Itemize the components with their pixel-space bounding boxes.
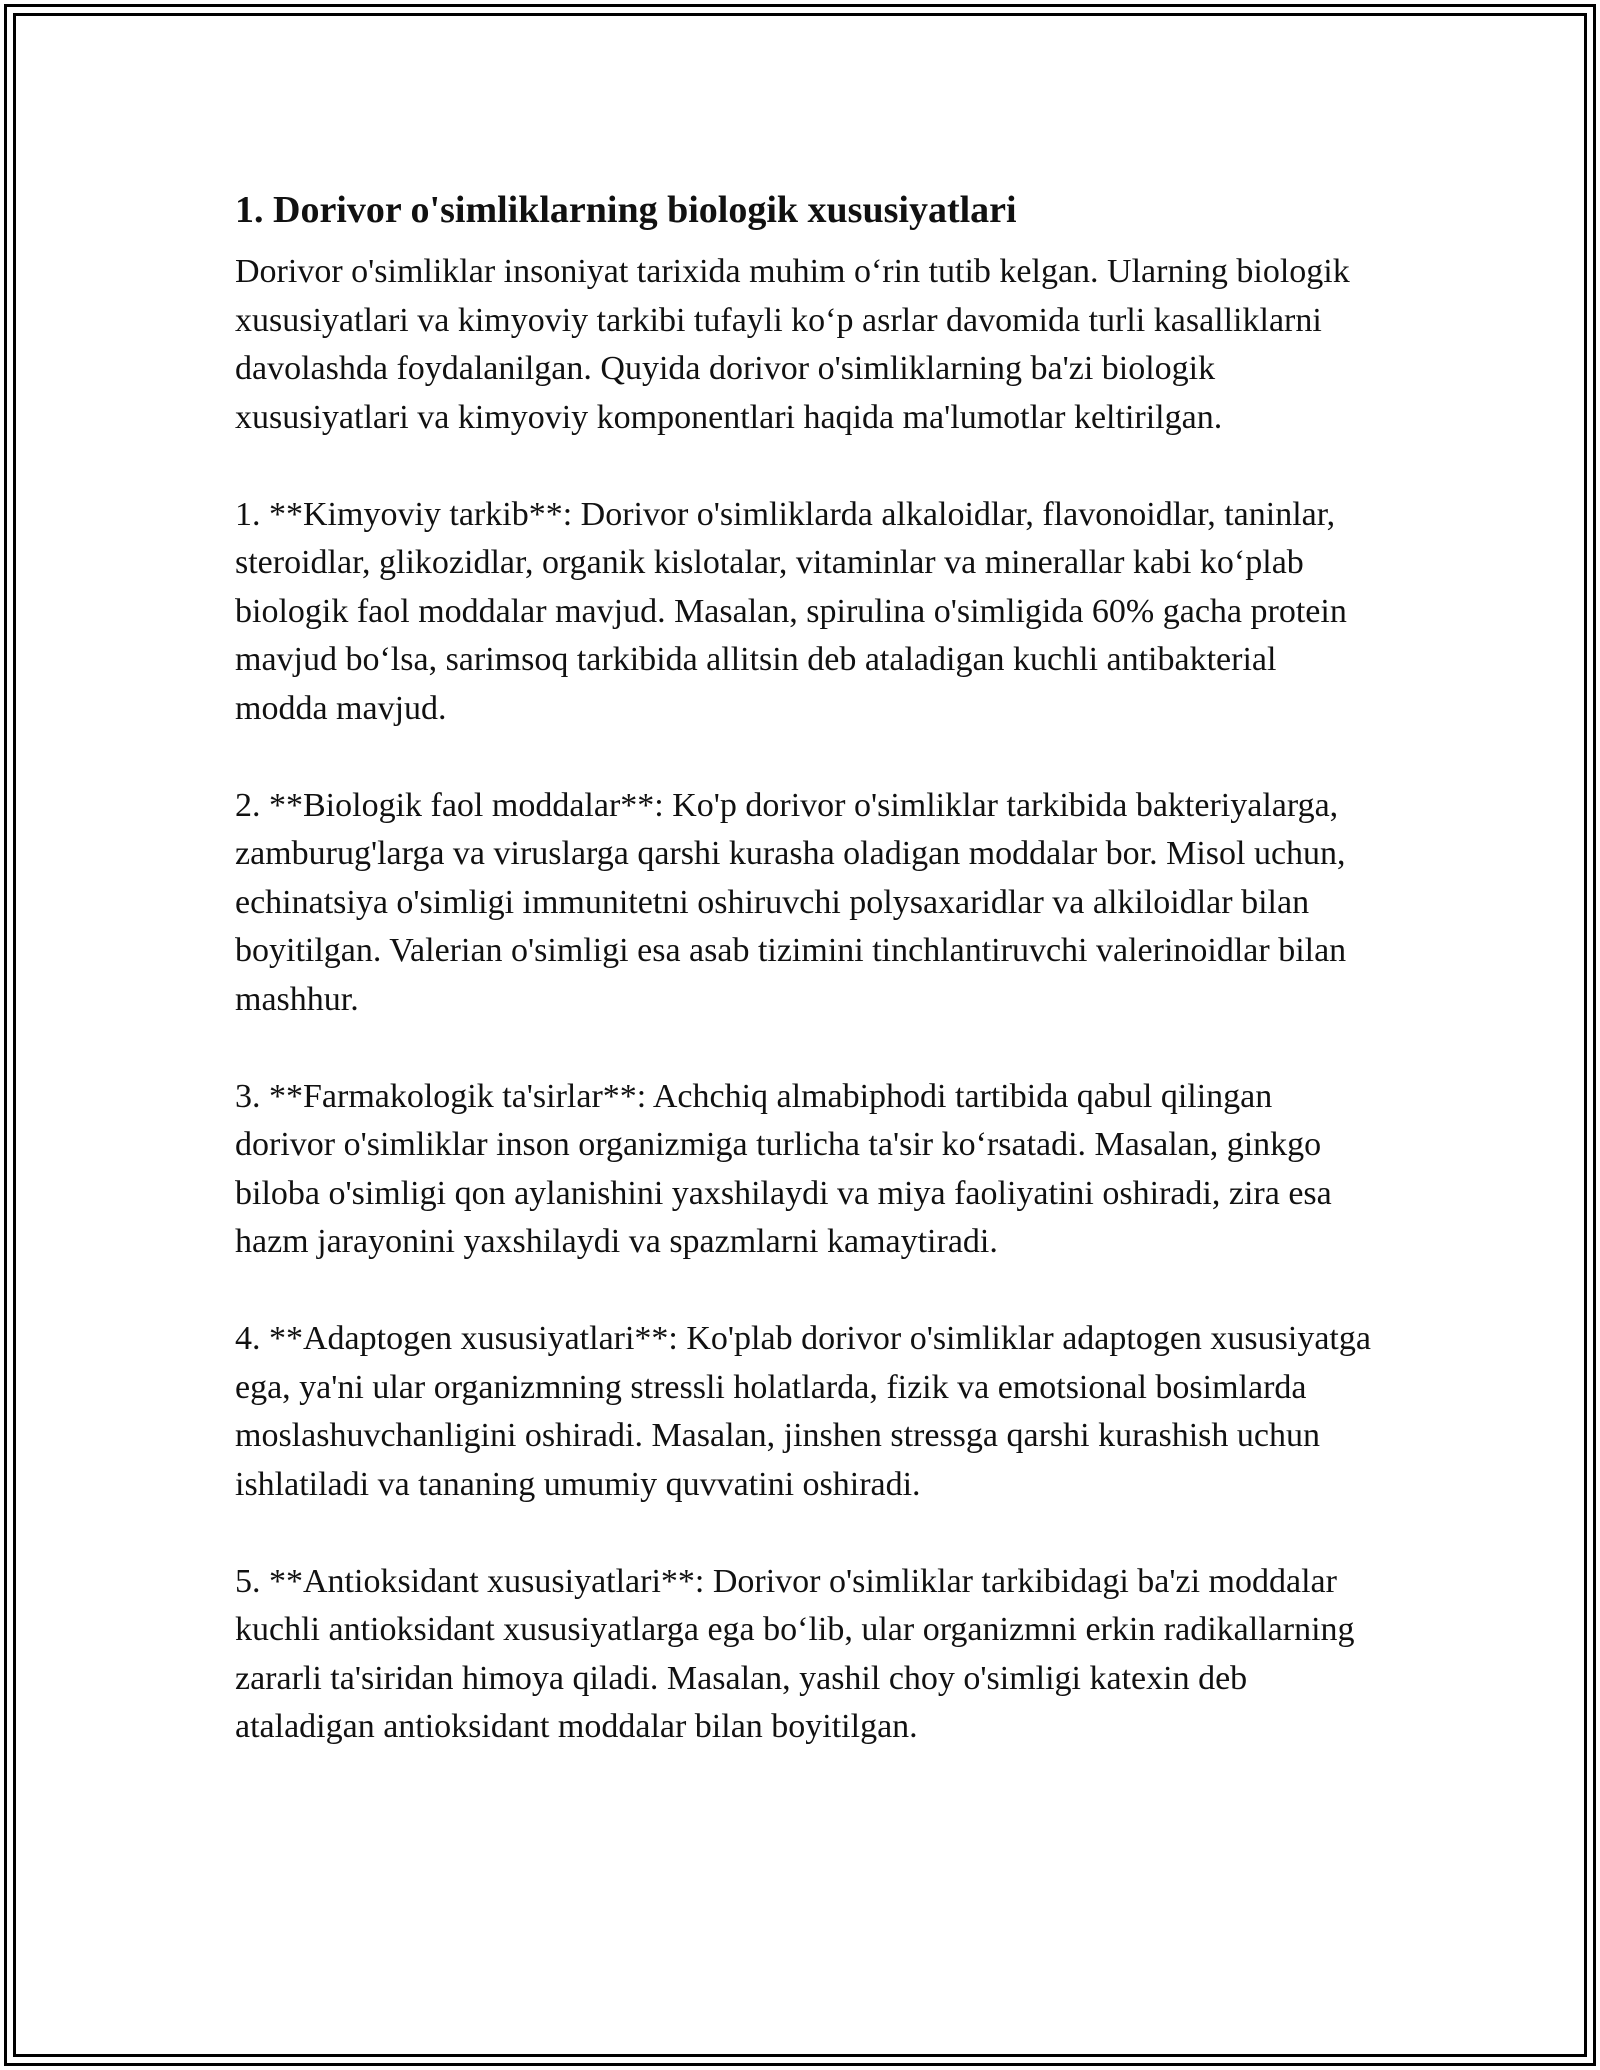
document-title: 1. Dorivor o'simliklarning biologik xususiyatlari: [235, 189, 1017, 231]
intro-paragraph: Dorivor o'simliklar insoniyat tarixida muhim o‘rin tutib kelgan. Ularning biologik xususiyatlari va kimyoviy tarkibi tufayli ko‘p asrlar davomida turli kasalliklarni davolashda foydalanilgan. Quyida dorivor o'simliklarning ba'zi biologik xususiyatlari va kimyoviy komponentlari haqida ma'lumotlar keltirilgan.: [235, 253, 1350, 436]
document-body: [235, 186, 1375, 1800]
list-item-antioxidant-properties: 5. **Antioksidant xususiyatlari**: Dorivor o'simliklar tarkibidagi ba'zi moddalar kuchli antioksidant xususiyatlarga ega bo‘lib, ular organizmni erkin radikallarning zararli ta'siridan himoya qiladi. Masalan, yashil choy o'simligi katexin deb ataladigan antioksidant moddalar bilan boyitilgan.: [235, 1562, 1355, 1745]
list-item-pharmacological-effects: 3. **Farmakologik ta'sirlar**: Achchiq almabiphodi tartibida qabul qilingan dorivor o'simliklar inson organizmiga turlicha ta'sir ko‘rsatadi. Masalan, ginkgo biloba o'simligi qon aylanishini yaxshilaydi va miya faoliyatini oshiradi, zira esa hazm jarayonini yaxshilaydi va spazmlarni kamaytiradi.: [235, 1077, 1332, 1260]
list-item-chemical-composition: 1. **Kimyoviy tarkib**: Dorivor o'simliklarda alkaloidlar, flavonoidlar, taninlar, steroidlar, glikozidlar, organik kislotalar, vitaminlar va minerallar kabi ko‘plab biologik faol moddalar mavjud. Masalan, spirulina o'simligida 60% gacha protein mavjud bo‘lsa, sarimsoq tarkibida allitsin deb ataladigan kuchli antibakterial modda mavjud.: [235, 495, 1347, 727]
list-item-bioactive-substances: 2. **Biologik faol moddalar**: Ko'p dorivor o'simliklar tarkibida bakteriyalarga, zamburug'larga va viruslarga qarshi kurasha oladigan moddalar bor. Misol uchun, echinatsiya o'simligi immunitetni oshiruvchi polysaxaridlar va alkiloidlar bilan boyitilgan. Valerian o'simligi esa asab tizimini tinchlantiruvchi valerinoidlar bilan mashhur.: [235, 786, 1347, 1018]
list-item-adaptogen-properties: 4. **Adaptogen xususiyatlari**: Ko'plab dorivor o'simliklar adaptogen xususiyatga ega, ya'ni ular organizmning stressli holatlarda, fizik va emotsional bosimlarda moslashuvchanligini oshiradi. Masalan, jinshen stressga qarshi kurashish uchun ishlatiladi va tananing umumiy quvvatini oshiradi.: [235, 1320, 1371, 1503]
